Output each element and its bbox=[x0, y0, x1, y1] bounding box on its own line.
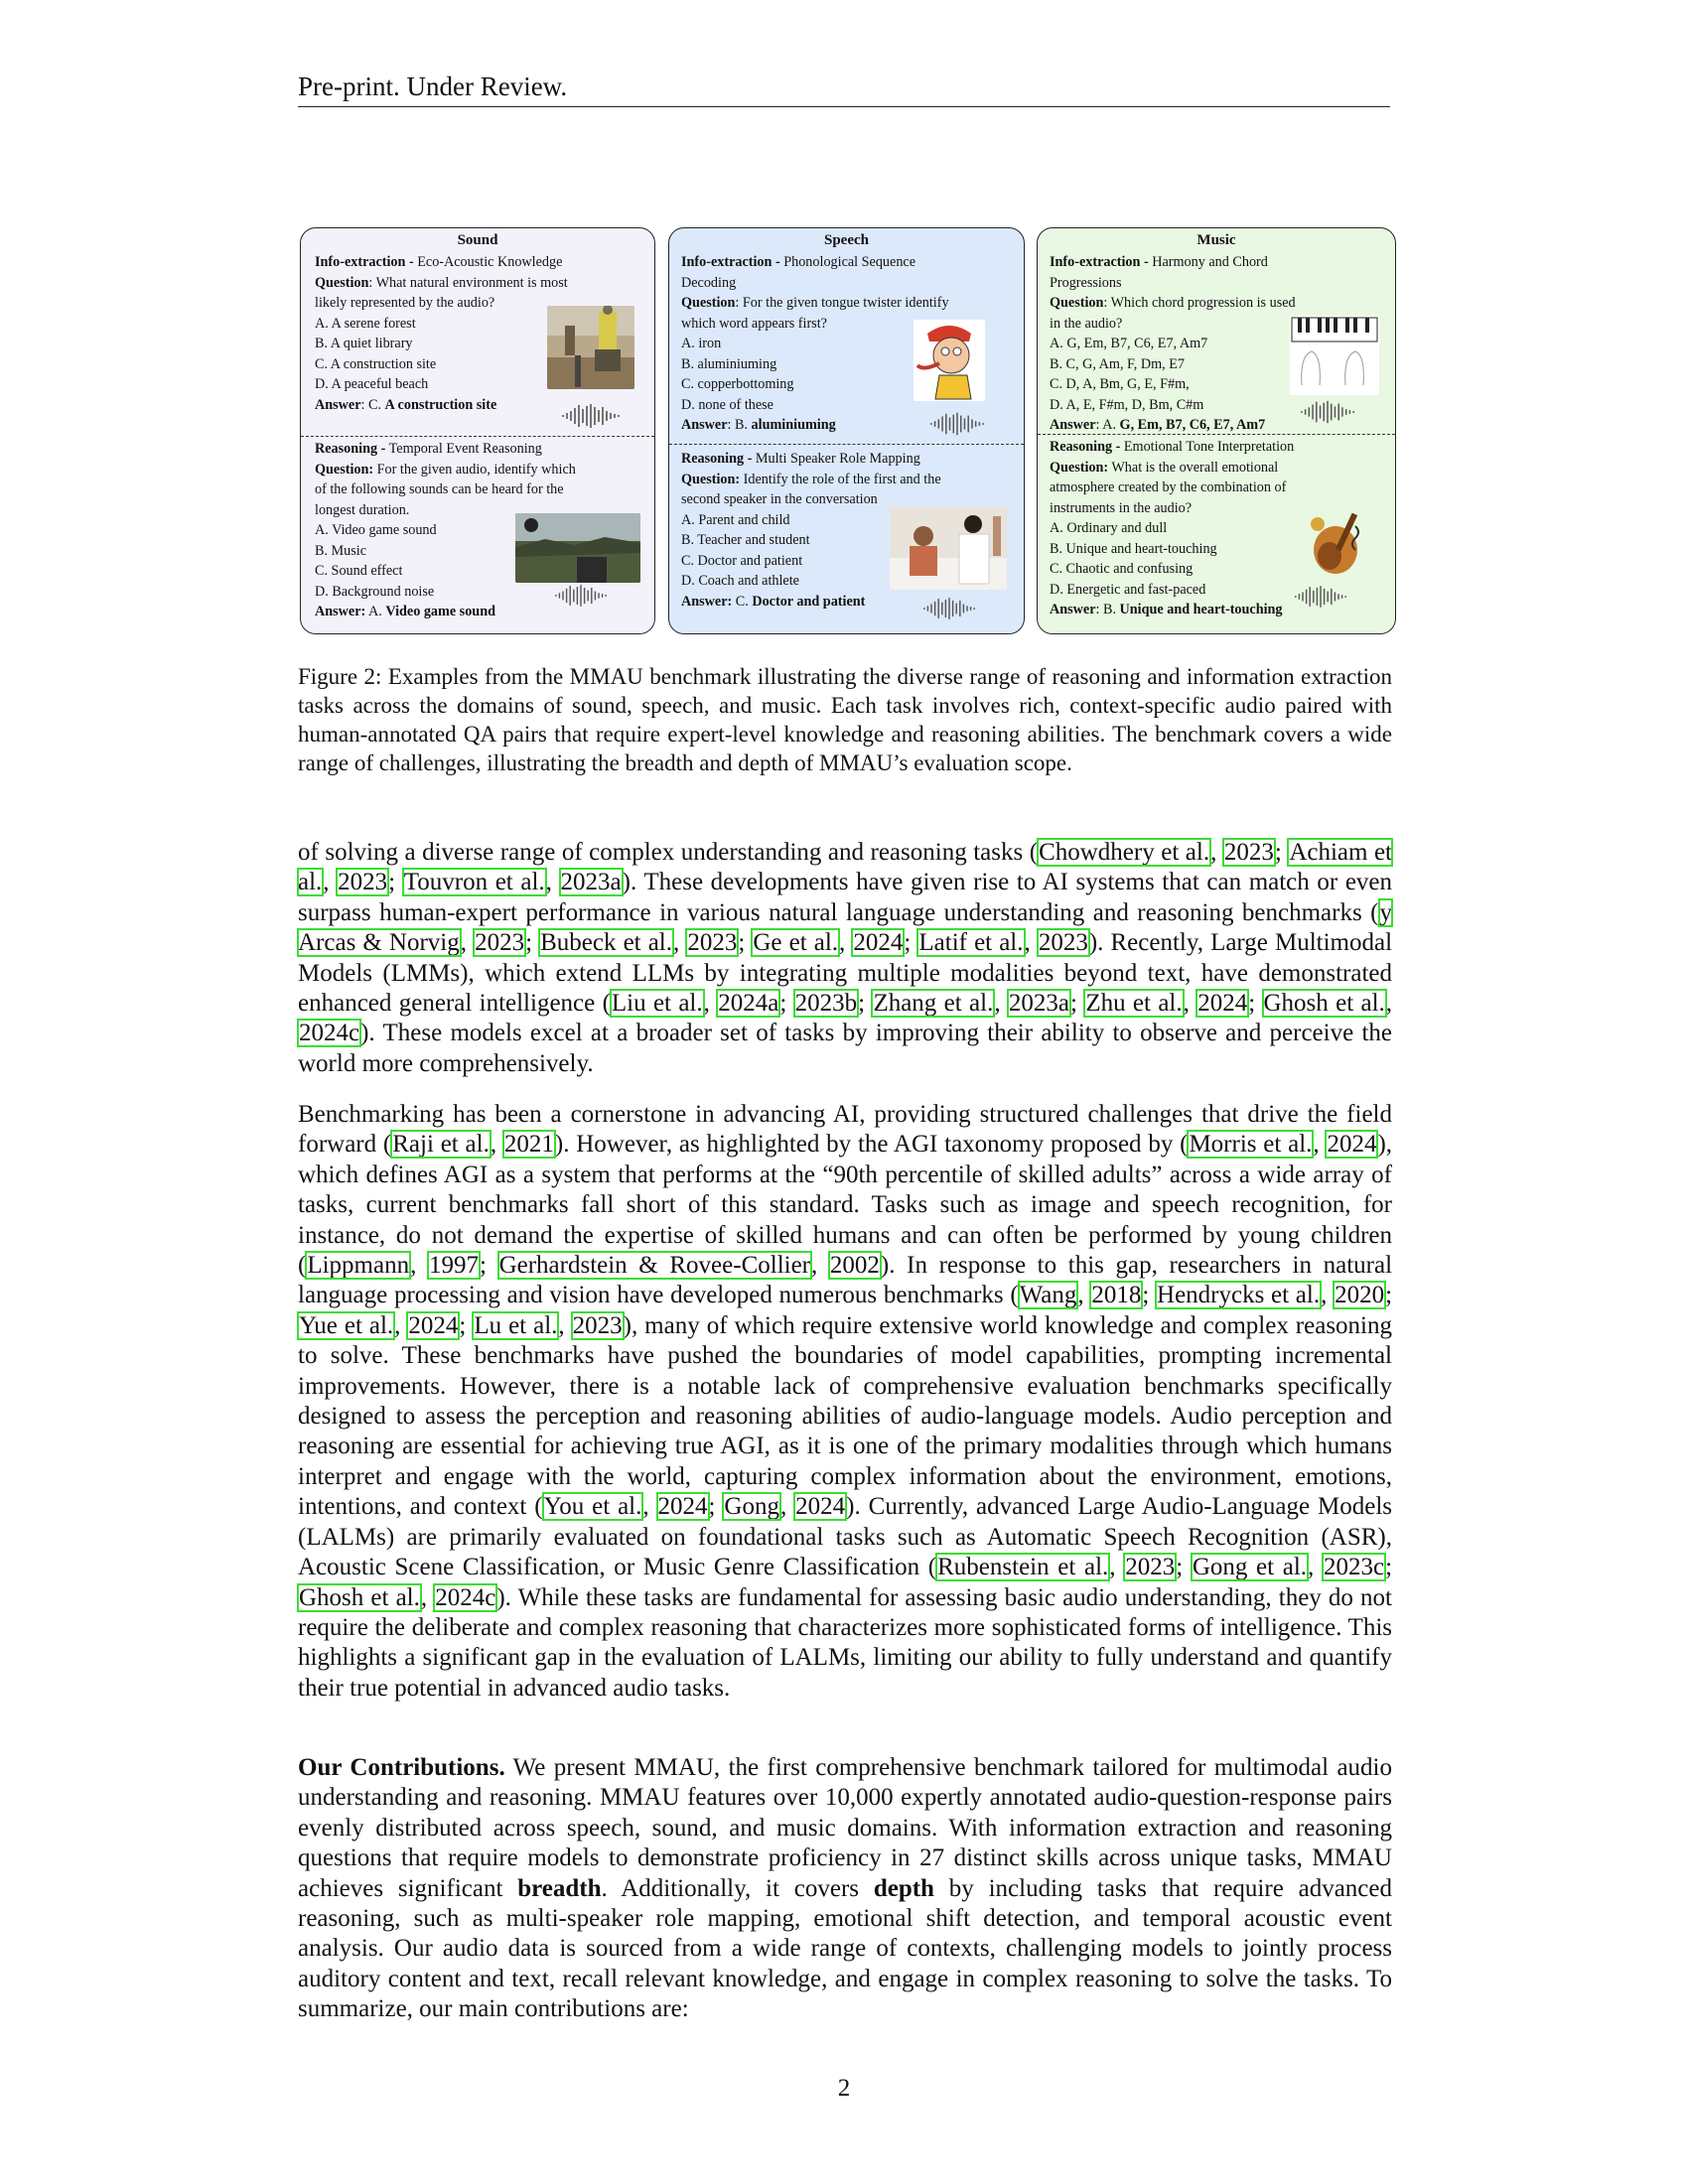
sep: ; bbox=[1385, 1554, 1393, 1581]
emphasis: depth bbox=[873, 1874, 934, 1902]
section-divider bbox=[669, 444, 1024, 445]
option: B. Teacher and student bbox=[681, 532, 810, 548]
sep: , bbox=[460, 929, 475, 957]
citation-link[interactable]: 2023 bbox=[1125, 1554, 1176, 1581]
sep: , bbox=[1313, 1131, 1327, 1159]
citation-link[interactable]: 2024 bbox=[795, 1493, 846, 1521]
option: C. Doctor and patient bbox=[681, 552, 803, 569]
citation-link[interactable]: Liu et al. bbox=[611, 990, 703, 1018]
construction-worker-image bbox=[547, 306, 634, 389]
sep: , bbox=[323, 869, 338, 896]
answer-text: G, Em, B7, C6, E7, Am7 bbox=[1119, 417, 1266, 433]
citation-link[interactable]: Touvron et al. bbox=[403, 869, 545, 896]
sep: , bbox=[1308, 1554, 1323, 1581]
sound-panel-title: Sound bbox=[457, 232, 498, 248]
citation-link[interactable]: You et al. bbox=[543, 1493, 642, 1521]
option: B. A quiet library bbox=[315, 336, 413, 351]
citation-link[interactable]: Lippmann bbox=[307, 1252, 410, 1280]
option: B. Unique and heart-touching bbox=[1050, 540, 1217, 557]
sep: ; bbox=[525, 929, 540, 957]
question-text: longest duration. bbox=[315, 501, 410, 518]
citation-link[interactable]: 2023b bbox=[794, 990, 858, 1018]
option: A. Parent and child bbox=[681, 511, 790, 528]
option: D. A peaceful beach bbox=[315, 376, 429, 392]
task-label: Reasoning - bbox=[1050, 439, 1121, 455]
citation-link[interactable]: Achiam et al. bbox=[298, 839, 1393, 896]
audio-waveform-icon bbox=[554, 583, 608, 609]
option: B. aluminiuming bbox=[681, 355, 777, 372]
option: C. A construction site bbox=[315, 355, 437, 372]
answer-prefix: : C. bbox=[360, 396, 385, 413]
paragraph-lead: Our Contributions. bbox=[298, 1754, 505, 1781]
page-number: 2 bbox=[837, 2075, 851, 2102]
option: A. iron bbox=[681, 336, 722, 351]
citation-link[interactable]: Gong et al. bbox=[1192, 1554, 1308, 1581]
running-header: Pre-print. Under Review. bbox=[298, 71, 568, 101]
task-name: Decoding bbox=[681, 274, 737, 291]
sep: , bbox=[703, 990, 718, 1018]
header-rule bbox=[298, 106, 1390, 107]
figure-2 bbox=[300, 227, 1392, 636]
task-label: Info-extraction - bbox=[681, 254, 780, 270]
citation-link[interactable]: Wang bbox=[1019, 1282, 1077, 1309]
citation-link[interactable]: 2023 bbox=[687, 929, 738, 957]
sep: , bbox=[1210, 839, 1223, 866]
question-text: For the given audio, identify which bbox=[373, 461, 576, 478]
answer-prefix: C. bbox=[732, 593, 753, 610]
speech-panel bbox=[668, 227, 1025, 634]
answer-label: Answer bbox=[681, 417, 728, 433]
paragraph-benchmarking bbox=[298, 1100, 1392, 1704]
sep: , bbox=[1077, 1282, 1091, 1309]
piano-keys-hands-image bbox=[1290, 316, 1379, 395]
citation-link[interactable]: Yue et al. bbox=[299, 1311, 394, 1339]
body-text: by including tasks that require advanced reasoning, such as multi-speaker role mapping, emotional shift detection, and temporal acoustic event analysis. Our audio data is sourced from a wide range of contexts, challenging models to jointly process auditory content and text, recall relevant knowledge, and engage in complex reasoning to solve the tasks. To summarize, our main contributions are: bbox=[298, 1874, 1392, 2023]
sep: ; bbox=[479, 1252, 498, 1280]
citation-link[interactable]: 2023 bbox=[1223, 839, 1274, 866]
sep: ; bbox=[1142, 1282, 1157, 1309]
option: C. copperbottoming bbox=[681, 376, 794, 392]
citation-link[interactable]: 2023 bbox=[1038, 929, 1088, 957]
sep: ; bbox=[388, 869, 403, 896]
answer-prefix: : B. bbox=[727, 417, 752, 433]
caption-label: Figure 2: bbox=[298, 664, 382, 689]
option: D. none of these bbox=[681, 396, 774, 413]
citation-link[interactable]: 2023 bbox=[572, 1311, 623, 1339]
sep: , bbox=[1385, 990, 1393, 1018]
option: B. C, G, Am, F, Dm, E7 bbox=[1050, 355, 1186, 372]
audio-waveform-icon bbox=[922, 596, 976, 621]
option: A. G, Em, B7, C6, E7, Am7 bbox=[1050, 336, 1208, 351]
question-text: atmosphere created by the combination of bbox=[1050, 479, 1287, 495]
option: C. Sound effect bbox=[315, 563, 403, 579]
body-text: ). However, as highlighted by the AGI taxonomy proposed by ( bbox=[554, 1131, 1189, 1159]
tongue-twister-cartoon-image bbox=[914, 320, 985, 401]
citation-link[interactable]: 2023 bbox=[338, 869, 388, 896]
doctor-patient-image bbox=[890, 506, 1007, 590]
option: C. D, A, Bm, G, E, F#m, bbox=[1050, 376, 1190, 392]
task-label: Info-extraction - bbox=[315, 254, 414, 270]
citation-link[interactable]: 2002 bbox=[829, 1252, 880, 1280]
task-label: Info-extraction - bbox=[1050, 254, 1149, 270]
body-text: ), many of which require extensive world knowledge and complex reasoning to solve. These benchmarks have pushed the boundaries of model capabilities, prompting incremental improvements. However, there is a notable lack of comprehensive evaluation benchmarks specifically designed to assess the perception and reasoning abilities of audio-language models. Audio perception and reasoning are essential for achieving true AGI, as it is one of the primary modalities through which humans interpret and engage with the world, capturing complex information about the environment, emotions, intentions, and context ( bbox=[298, 1311, 1393, 1521]
question-label: Question bbox=[1050, 295, 1104, 311]
option: C. Chaotic and confusing bbox=[1050, 561, 1194, 577]
question-text: What is the overall emotional bbox=[1108, 459, 1279, 476]
answer-prefix: : A. bbox=[1095, 417, 1120, 433]
emphasis: breadth bbox=[517, 1874, 602, 1902]
question-text: instruments in the audio? bbox=[1050, 499, 1193, 516]
answer-label: Answer bbox=[1050, 417, 1096, 433]
answer-label: Answer: bbox=[315, 604, 366, 619]
body-text: ). These developments have given rise to AI systems that can match or even surpass human-expert performance in various natural language understanding and reasoning benchmarks ( bbox=[298, 869, 1393, 926]
option: D. A, E, F#m, D, Bm, C#m bbox=[1050, 396, 1204, 413]
option: A. A serene forest bbox=[315, 315, 416, 332]
task-name: Eco-Acoustic Knowledge bbox=[413, 254, 563, 270]
body-text: ), which defines AGI as a system that performs at the “90th percentile of skilled adults” across a wide array of tasks, current benchmarks fall short of this standard. Tasks such as image and speech recognition, for instance, do not demand the expertise of skilled humans and can often be performed by young children ( bbox=[298, 1131, 1393, 1280]
body-text: . Additionally, it covers bbox=[601, 1874, 874, 1902]
question-label: Question: bbox=[681, 471, 741, 487]
option: D. Energetic and fast-paced bbox=[1050, 581, 1206, 598]
citation-link[interactable]: 2023c bbox=[1323, 1554, 1385, 1581]
citation-link[interactable]: Gerhardstein & Rovee-Collier bbox=[498, 1252, 811, 1280]
citation-link[interactable]: Gong bbox=[724, 1493, 779, 1521]
answer-text: A construction site bbox=[384, 396, 497, 413]
citation-link[interactable]: Ghosh et al. bbox=[299, 1583, 420, 1611]
task-label: Reasoning - bbox=[315, 441, 386, 457]
answer-label: Answer bbox=[315, 396, 361, 413]
audio-waveform-icon bbox=[561, 403, 621, 429]
question-text: likely represented by the audio? bbox=[315, 295, 495, 311]
audio-waveform-icon bbox=[1300, 399, 1355, 425]
answer-text: Video game sound bbox=[385, 604, 495, 619]
citation-link[interactable]: 2024 bbox=[853, 929, 904, 957]
sep: , bbox=[558, 1311, 572, 1339]
question-label: Question bbox=[315, 274, 369, 291]
question-text: Identify the role of the first and the bbox=[740, 471, 941, 487]
citation-link[interactable]: Ghosh et al. bbox=[1263, 990, 1385, 1018]
citation-link[interactable]: Ge et al. bbox=[753, 929, 839, 957]
question-text: : Which chord progression is used bbox=[1103, 295, 1296, 311]
sep: , bbox=[811, 1252, 829, 1280]
figure-caption bbox=[298, 662, 1392, 777]
question-text: second speaker in the conversation bbox=[681, 491, 878, 507]
question-label: Question: bbox=[315, 461, 374, 478]
question-text: : For the given tongue twister identify bbox=[735, 295, 949, 311]
citation-link[interactable]: 2024c bbox=[435, 1583, 496, 1611]
section-divider bbox=[1038, 434, 1395, 435]
citation-link[interactable]: 2024 bbox=[1327, 1131, 1377, 1159]
option: A. Ordinary and dull bbox=[1050, 520, 1168, 536]
body-text: ). Currently, advanced Large Audio-Language Models (LALMs) are primarily evaluated on foundational tasks such as Automatic Speech Recognition (ASR), Acoustic Scene Classification, or Music Genre Classification ( bbox=[298, 1493, 1393, 1581]
answer-text: aluminiuming bbox=[751, 417, 836, 433]
task-name: Emotional Tone Interpretation bbox=[1120, 439, 1295, 455]
sep: , bbox=[420, 1583, 435, 1611]
task-name: Harmony and Chord bbox=[1148, 254, 1268, 270]
option: A. Video game sound bbox=[315, 522, 437, 538]
video-game-image bbox=[515, 513, 640, 583]
sep: , bbox=[1183, 990, 1197, 1018]
sep: ; bbox=[459, 1311, 474, 1339]
question-text: in the audio? bbox=[1050, 315, 1123, 332]
citation-link[interactable]: 2021 bbox=[503, 1131, 554, 1159]
sep: , bbox=[779, 1493, 795, 1521]
citation-link[interactable]: 1997 bbox=[428, 1252, 479, 1280]
sep: ; bbox=[1070, 990, 1085, 1018]
citation-link[interactable]: Raji et al. bbox=[392, 1131, 490, 1159]
sep: , bbox=[410, 1252, 428, 1280]
citation-link[interactable]: 2018 bbox=[1091, 1282, 1142, 1309]
task-name: Temporal Event Reasoning bbox=[385, 441, 542, 457]
body-text: ). These models excel at a broader set of tasks by improving their ability to observe and perceive the world more comprehensively. bbox=[298, 1020, 1392, 1077]
answer-text: Unique and heart-touching bbox=[1119, 602, 1283, 617]
citation-link[interactable]: 2024a bbox=[718, 990, 779, 1018]
sep: ; bbox=[904, 929, 918, 957]
sep: , bbox=[994, 990, 1008, 1018]
sep: , bbox=[490, 1131, 503, 1159]
sep: , bbox=[673, 929, 687, 957]
question-text: : What natural environment is most bbox=[368, 274, 568, 291]
citation-link[interactable]: Lu et al. bbox=[474, 1311, 558, 1339]
citation-link[interactable]: Hendrycks et al. bbox=[1157, 1282, 1321, 1309]
paragraph-intro bbox=[298, 838, 1392, 1079]
body-text: ). In response to this gap, researchers in natural language processing and vision have developed numerous benchmarks ( bbox=[298, 1252, 1393, 1309]
sep: ; bbox=[738, 929, 753, 957]
body-text: of solving a diverse range of complex understanding and reasoning tasks ( bbox=[298, 839, 1039, 866]
citation-link[interactable]: Latif et al. bbox=[918, 929, 1024, 957]
sep: ; bbox=[1274, 839, 1289, 866]
citation-link[interactable]: 2024c bbox=[299, 1020, 360, 1047]
option: B. Music bbox=[315, 542, 367, 559]
musical-instruments-image bbox=[1300, 506, 1371, 580]
citation-link[interactable]: 2023 bbox=[475, 929, 525, 957]
answer-text: Doctor and patient bbox=[752, 593, 866, 610]
body-text: Benchmarking has been a cornerstone in advancing AI, providing structured challenges that drive the field forward ( bbox=[298, 1101, 1392, 1159]
citation-link[interactable]: 2024 bbox=[408, 1311, 459, 1339]
sep: , bbox=[1321, 1282, 1335, 1309]
task-name: Multi Speaker Role Mapping bbox=[752, 451, 920, 467]
sep: , bbox=[1024, 929, 1038, 957]
music-panel bbox=[1037, 227, 1396, 634]
citation-link[interactable]: 2023a bbox=[1008, 990, 1070, 1018]
music-panel-title: Music bbox=[1196, 232, 1236, 248]
sep: ; bbox=[1248, 990, 1263, 1018]
option: D. Coach and athlete bbox=[681, 573, 799, 589]
citation-link[interactable]: 2020 bbox=[1335, 1282, 1385, 1309]
citation-link[interactable]: Rubenstein et al. bbox=[937, 1554, 1109, 1581]
sep: ; bbox=[1176, 1554, 1192, 1581]
citation-link[interactable]: 2023a bbox=[560, 869, 622, 896]
sep: ; bbox=[1385, 1282, 1393, 1309]
question-text: of the following sounds can be heard for the bbox=[315, 481, 564, 497]
sep: , bbox=[545, 869, 560, 896]
sep: ; bbox=[708, 1493, 724, 1521]
sep: , bbox=[839, 929, 853, 957]
citation-link[interactable]: Morris et al. bbox=[1189, 1131, 1313, 1159]
citation-link[interactable]: Bubeck et al. bbox=[540, 929, 672, 957]
sound-panel bbox=[300, 227, 655, 634]
sep: , bbox=[394, 1311, 408, 1339]
question-label: Question bbox=[681, 295, 736, 311]
body-text: ). While these tasks are fundamental for assessing basic audio understanding, they do not require the deliberate and complex reasoning that characterizes more sophisticated forms of intelligence. This highlights a significant gap in the evaluation of LALMs, limiting our ability to fully understand and quantify their true potential in advanced audio tasks. bbox=[298, 1583, 1392, 1702]
citation-link[interactable]: Zhu et al. bbox=[1085, 990, 1183, 1018]
body-text: ). Recently, Large Multimodal Models (LMMs), which extend LLMs by integrating multiple modalities beyond text, have demonstrated enhanced general intelligence ( bbox=[298, 929, 1393, 1018]
body-text: We present MMAU, the first comprehensive benchmark tailored for multimodal audio understanding and reasoning. MMAU features over 10,000 expertly annotated audio-question-response pairs evenly distributed across speech, sound, and music domains. With information extraction and reasoning questions that require models to demonstrate proficiency in 27 distinct skills across unique tasks, MMAU achieves significant bbox=[298, 1754, 1392, 1902]
sep: , bbox=[1109, 1554, 1125, 1581]
citation-link[interactable]: 2024 bbox=[657, 1493, 708, 1521]
citation-link[interactable]: y Arcas & Norvig bbox=[298, 898, 1392, 957]
question-text: which word appears first? bbox=[681, 315, 827, 332]
section-divider bbox=[301, 436, 654, 437]
question-label: Question: bbox=[1050, 459, 1109, 476]
paragraph-contributions bbox=[298, 1753, 1392, 2025]
citation-link[interactable]: Zhang et al. bbox=[873, 990, 994, 1018]
answer-prefix: : B. bbox=[1095, 602, 1120, 617]
answer-label: Answer: bbox=[681, 593, 733, 610]
sep: ; bbox=[779, 990, 794, 1018]
audio-waveform-icon bbox=[929, 411, 985, 437]
answer-label: Answer bbox=[1050, 602, 1096, 617]
sep: ; bbox=[858, 990, 873, 1018]
answer-prefix: A. bbox=[365, 604, 386, 619]
task-name: Phonological Sequence bbox=[779, 254, 916, 270]
citation-link[interactable]: Chowdhery et al. bbox=[1039, 839, 1210, 866]
audio-waveform-icon bbox=[1294, 584, 1347, 610]
citation-link[interactable]: 2024 bbox=[1197, 990, 1248, 1018]
option: D. Background noise bbox=[315, 583, 435, 600]
task-label: Reasoning - bbox=[681, 451, 753, 467]
speech-panel-title: Speech bbox=[824, 232, 869, 248]
sep: , bbox=[642, 1493, 657, 1521]
caption-text: Examples from the MMAU benchmark illustrating the diverse range of reasoning and information extraction tasks across the domains of sound, speech, and music. Each task involves rich, context-specific audio paired with human-annotated QA pairs that require expert-level knowledge and reasoning abilities. The benchmark covers a wide range of challenges, illustrating the breadth and depth of MMAU’s evaluation scope. bbox=[298, 664, 1392, 775]
task-name: Progressions bbox=[1050, 274, 1122, 291]
